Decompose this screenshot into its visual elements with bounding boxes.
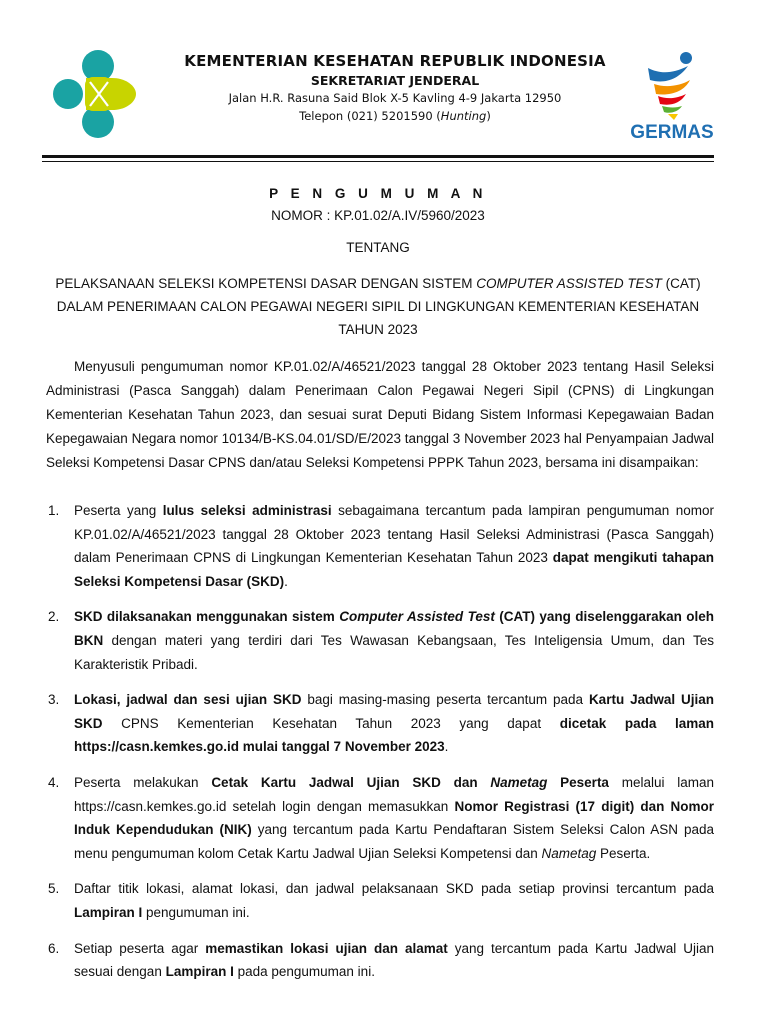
germas-logo-text: GERMAS [630, 122, 714, 142]
list-item-number: 6. [48, 940, 60, 956]
list-item-text: . [284, 573, 288, 589]
list-item-text: Peserta [547, 774, 609, 790]
list-item-text: memastikan lokasi ujian dan alamat [205, 940, 448, 956]
secretariat-name: SEKRETARIAT JENDERAL [310, 73, 480, 88]
germas-logo [628, 50, 716, 142]
list-item-number: 1. [48, 503, 60, 518]
letterhead-rule-thin [42, 161, 714, 162]
list-item-text: Computer Assisted Test [339, 609, 495, 625]
list-item-text: Peserta melakukan [74, 774, 212, 790]
list-item-text: Peserta yang [74, 503, 163, 518]
list-item-number: 5. [48, 881, 60, 897]
list-item-text: pengumuman ini. [142, 904, 250, 920]
list-item-text: lulus seleksi administrasi [162, 503, 332, 518]
ministry-phone: Telepon (021) 5201590 (Hunting) [299, 109, 491, 123]
list-item-text: SKD dilaksanakan menggunakan sistem [74, 609, 340, 625]
list-item-text: Lampiran I [165, 964, 234, 980]
list-item-text: yang tercantum pada Kartu Jadwal Ujian sesuai dengan [74, 940, 715, 980]
list-item [46, 688, 714, 759]
list-item-text: dicetak pada laman https://casn.kemkes.go.id mulai tanggal 7 November 2023 [74, 715, 714, 755]
list-item-text: (CAT) yang diselenggarakan oleh BKN [74, 609, 715, 648]
list-item-text: Lampiran I [74, 904, 143, 920]
list-item-number: 2. [48, 609, 60, 625]
list-item [46, 605, 714, 676]
list-item-text: Kartu Jadwal Ujian SKD [74, 692, 714, 731]
announcement-items [46, 499, 714, 984]
letterhead [160, 52, 630, 123]
list-item-text: Daftar titik lokasi, alamat lokasi, dan jadwal pelaksanaan SKD pada setiap provinsi tercantum pada [74, 881, 714, 897]
list-item-number: 3. [48, 692, 60, 708]
list-item-text: CPNS Kementerian Kesehatan Tahun 2023 yang dapat [102, 715, 560, 731]
announcement-subject: PELAKSANAAN SELEKSI KOMPETENSI DASAR DENGAN SISTEM COMPUTER ASSISTED TEST (CAT) DALAM PENERIMAAN CALON PEGAWAI NEGERI SIPIL DI LINGKUNGAN KEMENTERIAN KESEHATAN TAHUN 2023 [55, 276, 701, 337]
list-item-text: melalui laman https://casn.kemkes.go.id setelah login dengan memasukkan [74, 774, 714, 814]
list-item-text: dapat mengikuti tahapan Seleksi Kompetensi Dasar (SKD) [74, 550, 714, 589]
ministry-address: Jalan H.R. Rasuna Said Blok X-5 Kavling 4-9 Jakarta 12950 [228, 91, 562, 105]
list-item-text: Cetak Kartu Jadwal Ujian SKD dan [211, 774, 491, 790]
list-item [46, 937, 714, 984]
list-item-number: 4. [48, 774, 60, 790]
list-item-text: Setiap peserta agar [74, 940, 206, 956]
list-item-text: Peserta. [596, 845, 651, 861]
list-item-text: sebagaimana tercantum pada lampiran pengumuman nomor KP.01.02/A/46521/2023 tanggal 28 Oktober 2023 tentang Hasil Seleksi Administrasi (Pasca Sanggah) dalam Penerimaan CPNS di Lingkungan Kementerian Kesehatan Tahun 2023 [74, 503, 715, 566]
list-item-text: pada pengumuman ini. [233, 964, 375, 980]
list-item-text: Nametag [490, 774, 548, 790]
announcement-number: NOMOR : KP.01.02/A.IV/5960/2023 [271, 208, 485, 223]
kemenkes-logo [52, 48, 140, 140]
list-item-text: dengan materi yang terdiri dari Tes Wawasan Kebangsaan, Tes Inteligensia Umum, dan Tes Karakteristik Pribadi. [74, 632, 714, 672]
announcement-title: P E N G U M U M A N [269, 186, 487, 201]
list-item [46, 877, 714, 924]
list-item-text: Nomor Registrasi (17 digit) dan Nomor Induk Kependudukan (NIK) [74, 798, 714, 838]
list-item-text: bagi masing-masing peserta tercantum pada [301, 692, 589, 708]
ministry-name: KEMENTERIAN KESEHATAN REPUBLIK INDONESIA [184, 52, 606, 70]
list-item-text: Lokasi, jadwal dan sesi ujian SKD [74, 692, 302, 708]
announcement-about-label: TENTANG [346, 240, 410, 255]
list-item [46, 499, 714, 593]
intro-paragraph: Menyusuli pengumuman nomor KP.01.02/A/46521/2023 tanggal 28 Oktober 2023 tentang Hasil Seleksi Administrasi (Pasca Sanggah) dalam Penerimaan Calon Pegawai Negeri Sipil (CPNS) di Lingkungan Kementerian Kesehatan Tahun 2023, dan sesuai surat Deputi Bidang Sistem Informasi Kepegawaian Badan Kepegawaian Negara nomor 10134/B-KS.04.01/SD/E/2023 tanggal 3 November 2023 hal Penyampaian Jadwal Seleksi Kompetensi Dasar CPNS dan/atau Seleksi Kompetensi PPPK Tahun 2023, bersama ini disampaikan: [46, 359, 714, 470]
list-item [46, 771, 714, 865]
list-item-text: . [444, 739, 449, 755]
list-item-text: yang tercantum pada Kartu Pendaftaran Sistem Seleksi Calon ASN pada menu pengumuman kolom Cetak Kartu Jadwal Ujian Seleksi Kompetensi dan [74, 822, 714, 861]
list-item-text: Nametag [541, 845, 597, 861]
letterhead-rule-thick [42, 155, 714, 158]
